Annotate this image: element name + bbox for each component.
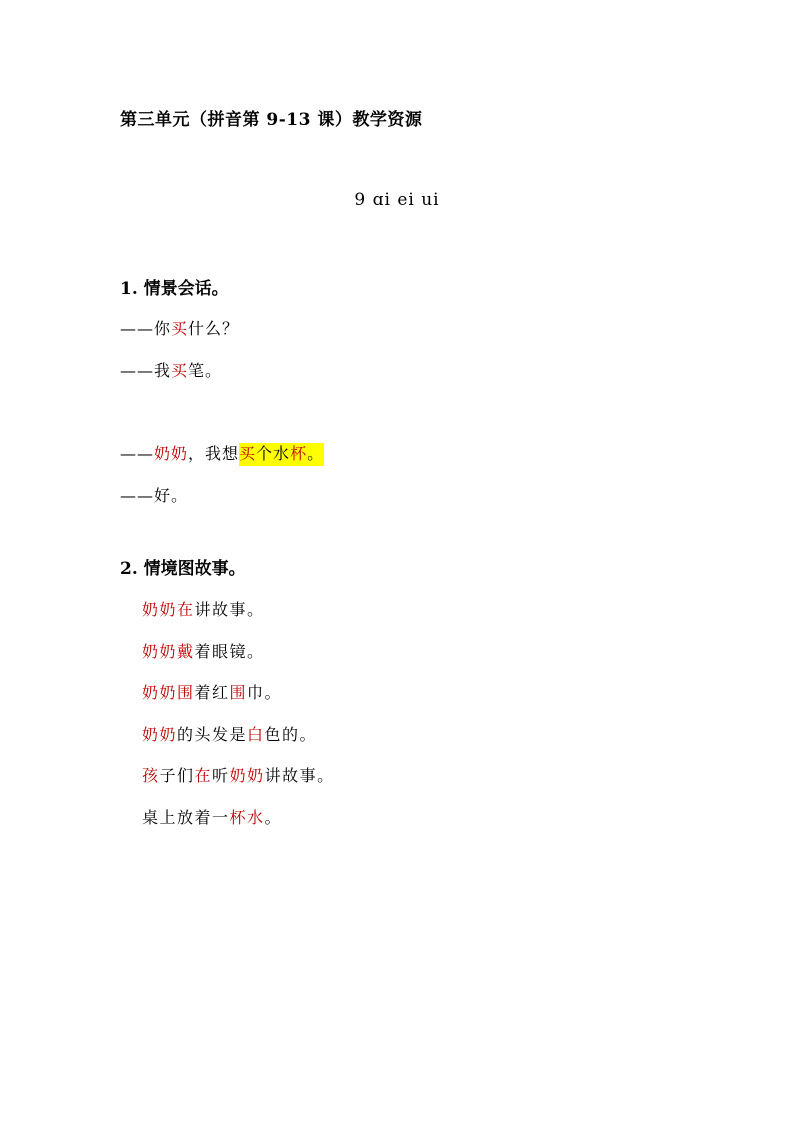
red-text-run: 奶奶围 — [142, 683, 195, 702]
text-run: 讲故事。 — [264, 766, 335, 785]
red-text-run: 奶奶戴 — [142, 642, 195, 661]
text-run: 着红 — [194, 683, 230, 702]
story-line — [142, 805, 282, 828]
story-line — [142, 680, 282, 703]
text-run: ——好。 — [120, 486, 189, 505]
story-line — [142, 722, 317, 745]
text-run: 个水 — [256, 443, 290, 466]
text-run: 。 — [264, 808, 283, 827]
text-run: 着眼镜。 — [194, 642, 265, 661]
red-text-run: 奶奶 — [154, 444, 189, 463]
dialog-line — [120, 358, 222, 381]
red-text-run: 奶奶在 — [142, 600, 195, 619]
text-run: 笔。 — [188, 361, 223, 380]
text-run: ——你 — [120, 319, 172, 338]
text-run: 的头发是 — [177, 725, 248, 744]
red-text-run: 白 — [247, 725, 265, 744]
red-text-run: 买 — [171, 319, 189, 338]
section-2-heading: 2. 情境图故事。 — [120, 559, 246, 579]
text-run: ——我 — [120, 361, 172, 380]
red-text-run: 围 — [229, 683, 248, 702]
lesson-heading: 9 ɑi ei ui — [354, 190, 440, 210]
red-text-run: 孩 — [142, 766, 160, 785]
red-text-run: 奶奶 — [142, 725, 178, 744]
text-run: ，我想 — [188, 444, 240, 463]
story-line — [142, 597, 265, 620]
red-text-run: 在 — [194, 766, 213, 785]
red-text-run: 买 — [171, 361, 189, 380]
text-run: 桌上放着一 — [142, 808, 230, 827]
text-run: —— — [120, 444, 154, 463]
text-run: 巾。 — [247, 683, 283, 702]
text-run: 色的。 — [264, 725, 318, 744]
text-run: 。 — [307, 443, 324, 466]
page-title: 第三单元（拼音第 9-13 课）教学资源 — [120, 110, 423, 130]
red-text-run: 杯 — [290, 443, 307, 466]
text-run: 听 — [212, 766, 230, 785]
section-1-heading: 1. 情景会话。 — [120, 279, 229, 299]
story-line — [142, 639, 265, 662]
text-run: 讲故事。 — [194, 600, 265, 619]
red-text-run: 杯水 — [229, 808, 265, 827]
dialog-line — [120, 441, 324, 464]
dialog-line — [120, 483, 188, 506]
red-text-run: 买 — [239, 443, 256, 466]
text-run: 子们 — [159, 766, 195, 785]
dialog-line — [120, 316, 239, 339]
text-run: 什么？ — [188, 319, 240, 338]
story-line — [142, 763, 335, 786]
red-text-run: 奶奶 — [229, 766, 265, 785]
